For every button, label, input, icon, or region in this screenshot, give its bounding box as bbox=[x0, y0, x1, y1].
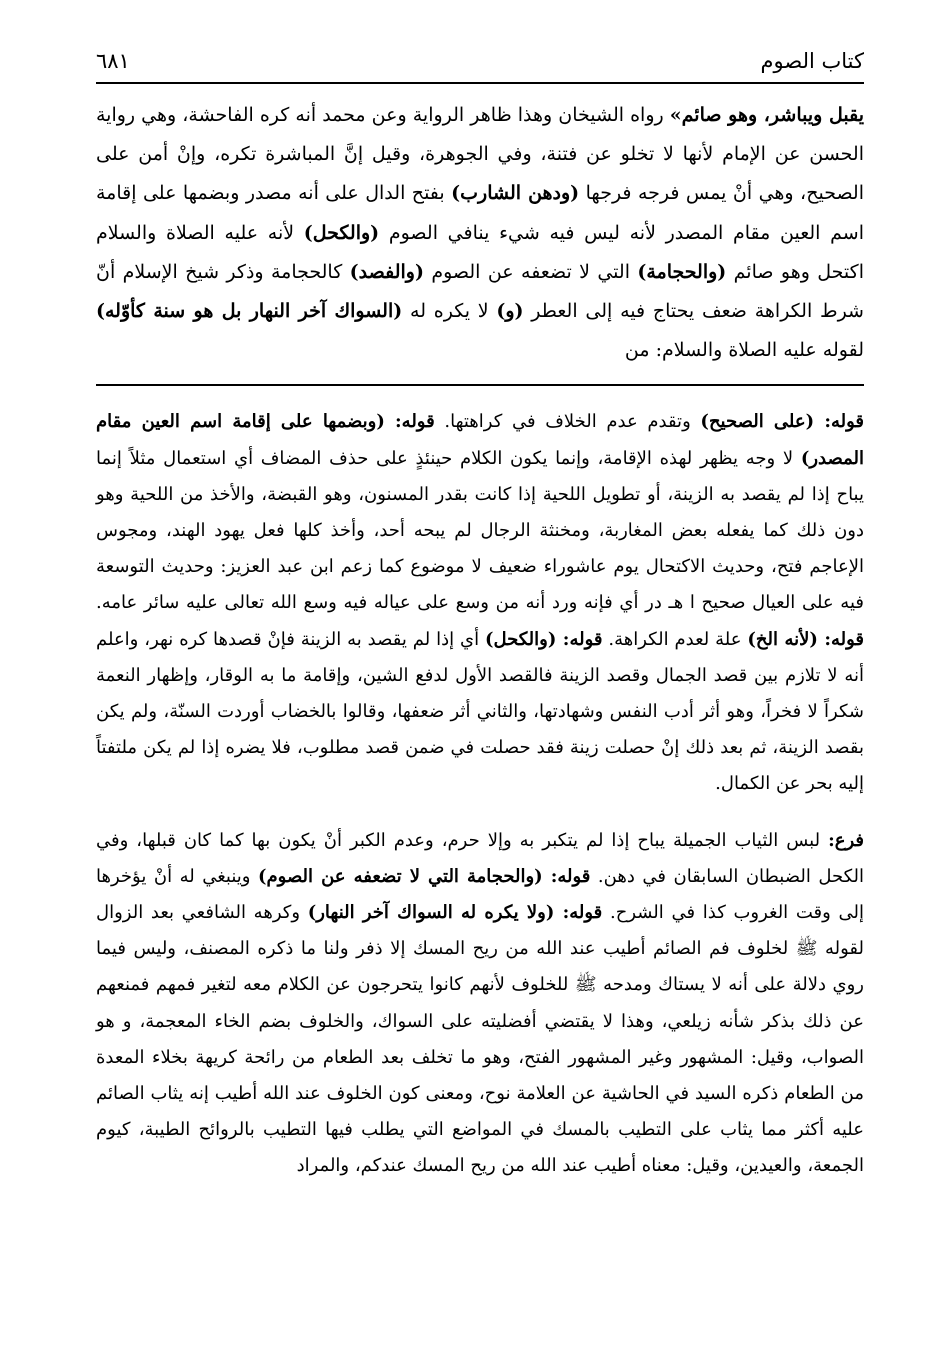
bold-run: (و) bbox=[496, 300, 524, 323]
text-run: رواه الشيخان وهذا ظاهر الرواية وعن محمد أنه كره الفاحشة، وهي رواية الحسن عن الإمام لأنها لا تخلو عن فتنة، وفي الجوهرة، وقيل إنَّ المباشرة تكره، وإنْ أمن على الصحيح، وهي أنْ يمس فرجه فرجها bbox=[96, 104, 864, 205]
text-run: التي لا تضعفه عن الصوم bbox=[423, 260, 638, 283]
text-run: بفتح الدال على أنه مصدر وبضمها على إقامة اسم العين مقام المصدر لأنه ليس فيه شيء ينافي الصوم bbox=[96, 182, 864, 244]
bold-run: (والفصد) bbox=[349, 260, 424, 283]
bold-run: (والكحل) bbox=[303, 221, 380, 244]
page bbox=[96, 40, 864, 1185]
bold-run: قوله: (ولا يكره له السواك آخر النهار) bbox=[307, 902, 603, 924]
text-run: وتقدم عدم الخلاف في كراهتها. bbox=[434, 411, 701, 433]
text-run: وكرهه الشافعي بعد الزوال لقوله ﷺ لخلوف فم الصائم أطيب عند الله من ريح المسك إلا ذفر ولنا ما ذكره المصنف، وليس فيما روي دلالة على أنه لا يستاك ومدحه ﷺ للخلوف لأنهم كانوا يتحرجون عن الكلام معه لتغير فمهم فمنعهم عن ذلك بذكر شأنه زيلعي، وهذا لا يقتضي أفضليته على السواك، والخلوف بضم الخاء المعجمة، و هو الصواب، وقيل: المشهور وغير المشهور الفتح، وهو ما تخلف بعد الطعام من رائحة كريهة بخلاء المعدة من الطعام ذكره السيد في الحاشية عن العلامة نوح، ومعنى كون الخلوف عند الله أطيب إنه يثاب الصائم عليه أكثر مما يثاب على التطيب بالمسك في المواضع التي يطلب فيها التطيب بالروائح الطيبة، كيوم الجمعة، والعيدين، وقيل: معناه أطيب عند الله من ريح المسك عندكم، والمراد bbox=[96, 902, 865, 1177]
commentary-paragraph-1 bbox=[96, 404, 864, 802]
commentary-separator bbox=[96, 384, 864, 386]
bold-run: (ودهن الشارب) bbox=[451, 182, 580, 205]
text-run: لا وجه يظهر لهذه الإقامة، وإنما يكون الكلام حينئذٍ على حذف المضاف أي استعمال مثلاً إنما يباح إذا لم يقصد به الزينة، أو تطويل اللحية إذا كانت بقدر المسنون، وهو القبضة، والأخذ من اللحية وهو دون ذلك كما يفعله بعض المغاربة، ومخنثة الرجال لم يبحه أحد، وأخذ كلها فعل يهود الهند، ومجوس الإعاجم فتح، وحديث الاكتحال يوم عاشوراء ضعيف لا موضوع كما زعم ابن عبد العزيز: وحديث التوسعة فيه على العيال صحيح ا هـ در أي فإنه ورد أنه من وسع على عياله فيه وسع الله تعالى عليه سائر عامه. bbox=[96, 447, 864, 614]
bold-run: قوله: (وبضمها على إقامة اسم العين مقام المصدر) bbox=[96, 411, 864, 469]
bold-run: قوله: (والكحل) bbox=[484, 628, 603, 650]
text-run: لقوله عليه الصلاة والسلام: من bbox=[624, 339, 864, 362]
running-header bbox=[96, 40, 864, 82]
page-number: ٦٨١ bbox=[96, 49, 130, 73]
bold-run: (السواك آخر النهار بل هو سنة كأوّله) bbox=[96, 300, 403, 323]
bold-run: فرع: bbox=[828, 829, 864, 851]
main-text bbox=[96, 96, 864, 370]
text-run: علة لعدم الكراهة. bbox=[602, 628, 748, 650]
bold-run: قوله: (لأنه الخ) bbox=[747, 628, 864, 650]
text-run: وينبغي له أنْ يؤخرها إلى وقت الغروب كذا في الشرح. bbox=[96, 865, 864, 924]
commentary-paragraph-2 bbox=[96, 823, 864, 1185]
bold-run: قوله: (والحجامة التي لا تضعفه عن الصوم) bbox=[257, 865, 591, 887]
header-rule bbox=[96, 82, 864, 84]
book-title: كتاب الصوم bbox=[760, 49, 864, 73]
text-run: كالحجامة وذكر شيخ الإسلام أنّ شرط الكراهة ضعف يحتاج فيه إلى العطر bbox=[96, 260, 864, 323]
text-run: أي إذا لم يقصد به الزينة فإنْ قصدها كره نهر، واعلم أنه لا تلازم بين قصد الجمال وقصد الزينة فالقصد الأول لدفع الشين، وإقامة ما به الوقار، وإظهار النعمة شكراً لا فخراً، وهو أثر أدب النفس وشهادتها، والثاني أثر ضعفها، وقالوا بالخضاب أوردت السنّة، ولم يكن بقصد الزينة، ثم بعد ذلك إنْ حصلت زينة فقد حصلت في ضمن قصد مطلوب، فلا يضره إذا لم يكن ملتفتاً إليه بحر عن الكمال. bbox=[96, 628, 864, 795]
bold-run: قوله: (على الصحيح) bbox=[700, 411, 865, 433]
bold-run: يقبل ويباشر، وهو صائم» bbox=[669, 104, 864, 126]
bold-run: (والحجامة) bbox=[637, 260, 727, 283]
text-run: لأنه عليه الصلاة والسلام اكتحل وهو صائم bbox=[96, 221, 864, 283]
text-run: لا يكره له bbox=[402, 300, 497, 323]
text-run: لبس الثياب الجميلة يباح إذا لم يتكبر به وإلا حرم، وعدم الكبر أنْ يكون بها كما كان قبلها، وفي الكحل الضبطان السابقان في دهن. bbox=[96, 829, 865, 887]
